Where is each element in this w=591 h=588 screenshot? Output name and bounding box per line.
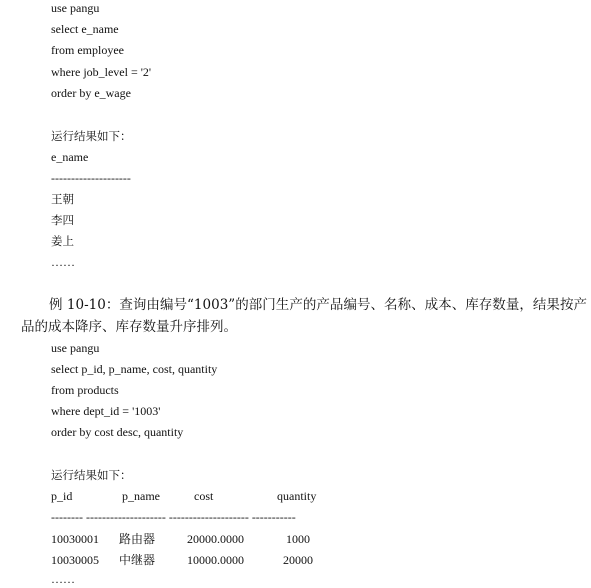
result-ellipsis: …… — [51, 572, 75, 586]
result-row: 李四 — [51, 213, 74, 227]
result-cell-p-name: 中继器 — [119, 553, 156, 567]
sql-line: order by cost desc, quantity — [51, 425, 184, 439]
result-ellipsis: …… — [51, 255, 75, 269]
result-label: 运行结果如下： — [51, 468, 132, 482]
result-separator: -------- -------------------- -------------------- ----------- — [51, 510, 296, 524]
result-header-quantity: quantity — [277, 489, 317, 503]
result-cell-quantity: 1000 — [286, 532, 310, 546]
result-cell-cost: 10000.0000 — [187, 553, 244, 567]
example-text: 例 10-10：查询由编号“1003”的部门生产的产品编号、名称、成本、库存数量，结果按产品的成本降序、库存数量升序排列。 — [21, 297, 587, 335]
example-paragraph — [21, 294, 587, 338]
sql-line: select e_name — [51, 22, 119, 36]
sql-line: where job_level = '2' — [51, 65, 152, 79]
result-cell-quantity: 20000 — [283, 553, 313, 567]
result-row: 王朝 — [51, 192, 74, 206]
result-header-p-id: p_id — [51, 489, 73, 503]
sql-line: order by e_wage — [51, 86, 131, 100]
sql-line: use pangu — [51, 1, 100, 15]
result-header-cost: cost — [194, 489, 214, 503]
result-row: 姜上 — [51, 234, 74, 248]
result-header-p-name: p_name — [122, 489, 160, 503]
result-separator: -------------------- — [51, 171, 131, 185]
result-cell-p-id: 10030001 — [51, 532, 99, 546]
sql-line: from employee — [51, 43, 124, 57]
sql-line: where dept_id = '1003' — [51, 404, 161, 418]
result-column-header: e_name — [51, 150, 89, 164]
result-cell-p-id: 10030005 — [51, 553, 99, 567]
sql-line: use pangu — [51, 341, 100, 355]
result-label: 运行结果如下： — [51, 129, 132, 143]
result-cell-cost: 20000.0000 — [187, 532, 244, 546]
sql-line: from products — [51, 383, 119, 397]
result-cell-p-name: 路由器 — [119, 532, 156, 546]
sql-line: select p_id, p_name, cost, quantity — [51, 362, 218, 376]
